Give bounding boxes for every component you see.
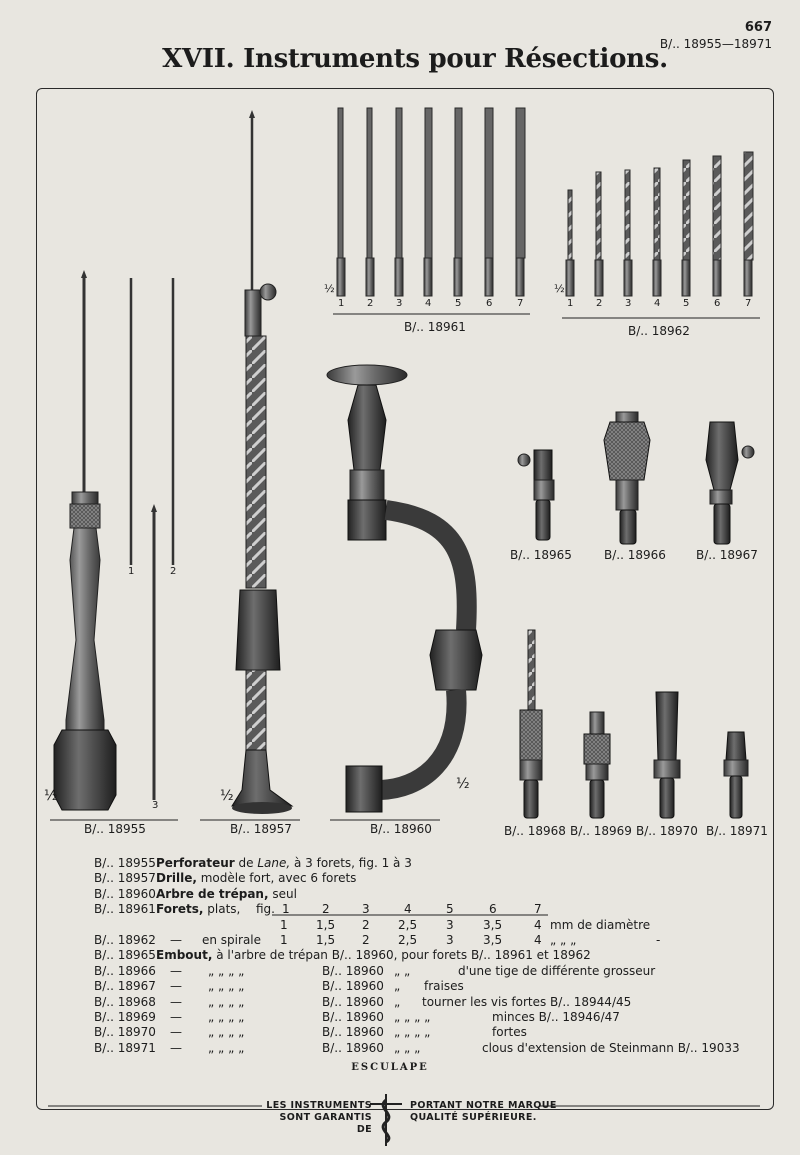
spiral-bits-18962-figure [562, 152, 760, 318]
row-code: B/.. 18969 [94, 1009, 156, 1024]
legend-row-diameters [94, 918, 734, 933]
diameter-value: 4 [534, 917, 542, 932]
label-18967: B/.. 18967 [696, 548, 758, 562]
ditto-marks: „ „ „ [394, 1040, 421, 1055]
row-text: d'une tige de différente grosseur [458, 963, 656, 978]
row-code: B/.. 18960 [94, 886, 156, 901]
ditto-marks: „ „ „ „ [208, 979, 245, 994]
row-name: Arbre de trépan, [156, 886, 269, 901]
spiral-bit-num-5: 5 [683, 298, 690, 309]
legend-row-18966 [94, 964, 734, 979]
row-ref: B/.. 18960 [322, 994, 384, 1009]
fig-num: 1 [282, 902, 290, 917]
flat-bit-num-4: 4 [425, 298, 432, 309]
legend-row-18968 [94, 995, 734, 1010]
flat-bit-num-3: 3 [396, 298, 403, 309]
legend-list [94, 856, 740, 1056]
row-dash: — [170, 1040, 182, 1055]
label-18962: B/.. 18962 [628, 324, 690, 338]
row-text: seul [268, 886, 297, 901]
label-18957: B/.. 18957 [230, 822, 292, 836]
diameter-value: 2 [362, 932, 370, 947]
drill-18957-figure [200, 110, 300, 820]
esculape-seal-icon [370, 1094, 402, 1146]
footer-right-line2: QUALITÉ SUPÉRIEURE. [410, 1112, 537, 1123]
row-dash: — [170, 963, 182, 978]
row-text: à l'arbre de trépan B/.. 18960, pour forets B/.. 18961 et 18962 [212, 948, 591, 963]
perforator-fig-2: 2 [170, 566, 177, 577]
flat-bits-18961-figure [333, 108, 530, 314]
row-code: B/.. 18961 [94, 902, 156, 917]
row-text: modèle fort, avec 6 forets [196, 871, 357, 886]
footer-left [262, 1100, 372, 1136]
row-name: Drille, [156, 871, 197, 886]
perforator-18955-figure [50, 270, 178, 820]
row-dash: — [170, 994, 182, 1009]
ditto-marks: „ [394, 979, 401, 994]
brace-18960-figure [327, 365, 482, 820]
spiral-bit-num-6: 6 [714, 298, 721, 309]
legend-row-18971 [94, 1040, 740, 1056]
label-18961: B/.. 18961 [404, 320, 466, 334]
row-code: B/.. 18970 [94, 1025, 156, 1040]
diameter-value: 3,5 [483, 932, 503, 947]
fig-num: 4 [404, 902, 412, 917]
diameter-value: 3 [446, 917, 454, 932]
spiral-bit-num-1: 1 [567, 298, 574, 309]
spiral-bit-num-4: 4 [654, 298, 661, 309]
label-18968: B/.. 18968 [504, 824, 566, 838]
row-text: clous d'extension de Steinmann B/.. 19033 [482, 1040, 740, 1055]
diameter-value: 1,5 [316, 917, 336, 932]
row-fig: fig. [256, 902, 275, 917]
legend-row-18965 [94, 948, 734, 963]
fig-num: 6 [489, 902, 497, 917]
label-18955: B/.. 18955 [84, 822, 146, 836]
row-ref: B/.. 18960 [322, 979, 384, 994]
row-text: fraises [424, 979, 464, 994]
row-ref: B/.. 18960 [322, 1040, 384, 1055]
diameter-value: 1 [280, 932, 288, 947]
fig-num: 7 [534, 902, 542, 917]
row-code: B/.. 18971 [94, 1040, 156, 1055]
scale-half-18962: ½ [554, 282, 565, 295]
row-dash: — [170, 979, 182, 994]
scale-half-18957: ½ [220, 788, 234, 804]
legend-row-18957 [94, 871, 734, 886]
row-text: minces B/.. 18946/47 [492, 1009, 620, 1024]
spiral-bit-num-2: 2 [596, 298, 603, 309]
row-dash: — [170, 1009, 182, 1024]
label-18969: B/.. 18969 [570, 824, 632, 838]
flat-bit-num-6: 6 [486, 298, 493, 309]
flat-bit-num-2: 2 [367, 298, 374, 309]
legend-row-18961 [94, 902, 734, 917]
diameter-value: 4 [534, 932, 542, 947]
row-code: B/.. 18965 [94, 948, 156, 963]
scale-half-18961: ½ [324, 282, 335, 295]
legend-row-18955 [94, 856, 734, 871]
reference-range: B/.. 18955—18971 [659, 37, 772, 51]
scale-half-18955: ½ [44, 788, 58, 804]
ditto-marks: „ „ „ „ [394, 1025, 431, 1040]
row-dash: — [170, 932, 182, 947]
page-title: XVII. Instruments pour Résections. [162, 44, 668, 74]
footer-right-line1: PORTANT NOTRE MARQUE [410, 1100, 557, 1111]
ditto-marks: „ „ „ „ [394, 1009, 431, 1024]
diameter-value: 2,5 [398, 917, 418, 932]
row-text: plats, [203, 902, 241, 917]
footer-left-line1: LES INSTRUMENTS [266, 1100, 372, 1111]
row-code: B/.. 18962 [94, 932, 156, 947]
ditto-marks: „ „ [394, 963, 411, 978]
diameter-unit: mm de diamètre [550, 917, 651, 932]
label-18971: B/.. 18971 [706, 824, 768, 838]
perforator-fig-3: 3 [152, 800, 159, 811]
legend-row-18969 [94, 1010, 734, 1025]
row-name: Perforateur [156, 856, 235, 870]
label-18970: B/.. 18970 [636, 824, 698, 838]
row-author: Lane, [257, 856, 291, 870]
diameter-value: 3 [446, 932, 454, 947]
row-ref: B/.. 18960 [322, 1025, 384, 1040]
scale-half-18960: ½ [456, 776, 470, 792]
row-code: B/.. 18967 [94, 979, 156, 994]
fig-num: 5 [446, 902, 454, 917]
row-text: à 3 forets, fig. 1 à 3 [290, 856, 412, 870]
row-text: en spirale [202, 932, 262, 947]
row-ref: B/.. 18960 [322, 1009, 384, 1024]
ditto-marks: „ [394, 994, 401, 1009]
row-code: B/.. 18957 [94, 871, 156, 886]
flat-bit-num-5: 5 [455, 298, 462, 309]
row-code: B/.. 18966 [94, 963, 156, 978]
diameter-value: 1,5 [316, 932, 336, 947]
fig-num: 3 [362, 902, 370, 917]
diameter-value: 2 [362, 917, 370, 932]
ditto-marks: „ „ „ „ [208, 1040, 245, 1055]
diameter-value: 1 [280, 917, 288, 932]
label-18966: B/.. 18966 [604, 548, 666, 562]
diameter-value: 3,5 [483, 917, 503, 932]
footer-right [410, 1100, 560, 1124]
footer-left-line2: SONT GARANTIS DE [279, 1112, 372, 1135]
ditto-marks: „ „ „ „ [208, 1009, 245, 1024]
row-name: Embout, [156, 948, 213, 963]
ditto-marks: „ „ „ „ [208, 963, 245, 978]
flat-bit-num-1: 1 [338, 298, 345, 309]
row-ref: B/.. 18960 [322, 963, 384, 978]
row-dash: — [170, 1025, 182, 1040]
row-text: fortes [492, 1025, 527, 1040]
diameter-value: 2,5 [398, 932, 418, 947]
row-name: Forets, [156, 902, 204, 917]
fig-num: 2 [322, 902, 330, 917]
row-code: B/.. 18955 [94, 856, 156, 870]
row-text: de [234, 856, 258, 870]
legend-row-18967 [94, 979, 734, 994]
page-number: 667 [744, 20, 772, 35]
end-pieces-figure [518, 412, 754, 544]
legend-row-18970 [94, 1025, 734, 1040]
row-text: tourner les vis fortes B/.. 18944/45 [422, 994, 632, 1009]
perforator-fig-1: 1 [128, 566, 135, 577]
label-18960: B/.. 18960 [370, 822, 432, 836]
row-end: - [656, 932, 661, 947]
spiral-bit-num-3: 3 [625, 298, 632, 309]
ditto-marks: „ „ „ [550, 932, 577, 947]
seal-text: ESCULAPE [351, 1062, 429, 1073]
ditto-marks: „ „ „ „ [208, 994, 245, 1009]
label-18965: B/.. 18965 [510, 548, 572, 562]
ditto-marks: „ „ „ „ [208, 1025, 245, 1040]
row-code: B/.. 18968 [94, 994, 156, 1009]
legend-row-18960 [94, 887, 734, 902]
legend-row-18962 [94, 933, 734, 948]
end-pieces-lower-figure [520, 630, 748, 818]
flat-bit-num-7: 7 [517, 298, 524, 309]
spiral-bit-num-7: 7 [745, 298, 752, 309]
